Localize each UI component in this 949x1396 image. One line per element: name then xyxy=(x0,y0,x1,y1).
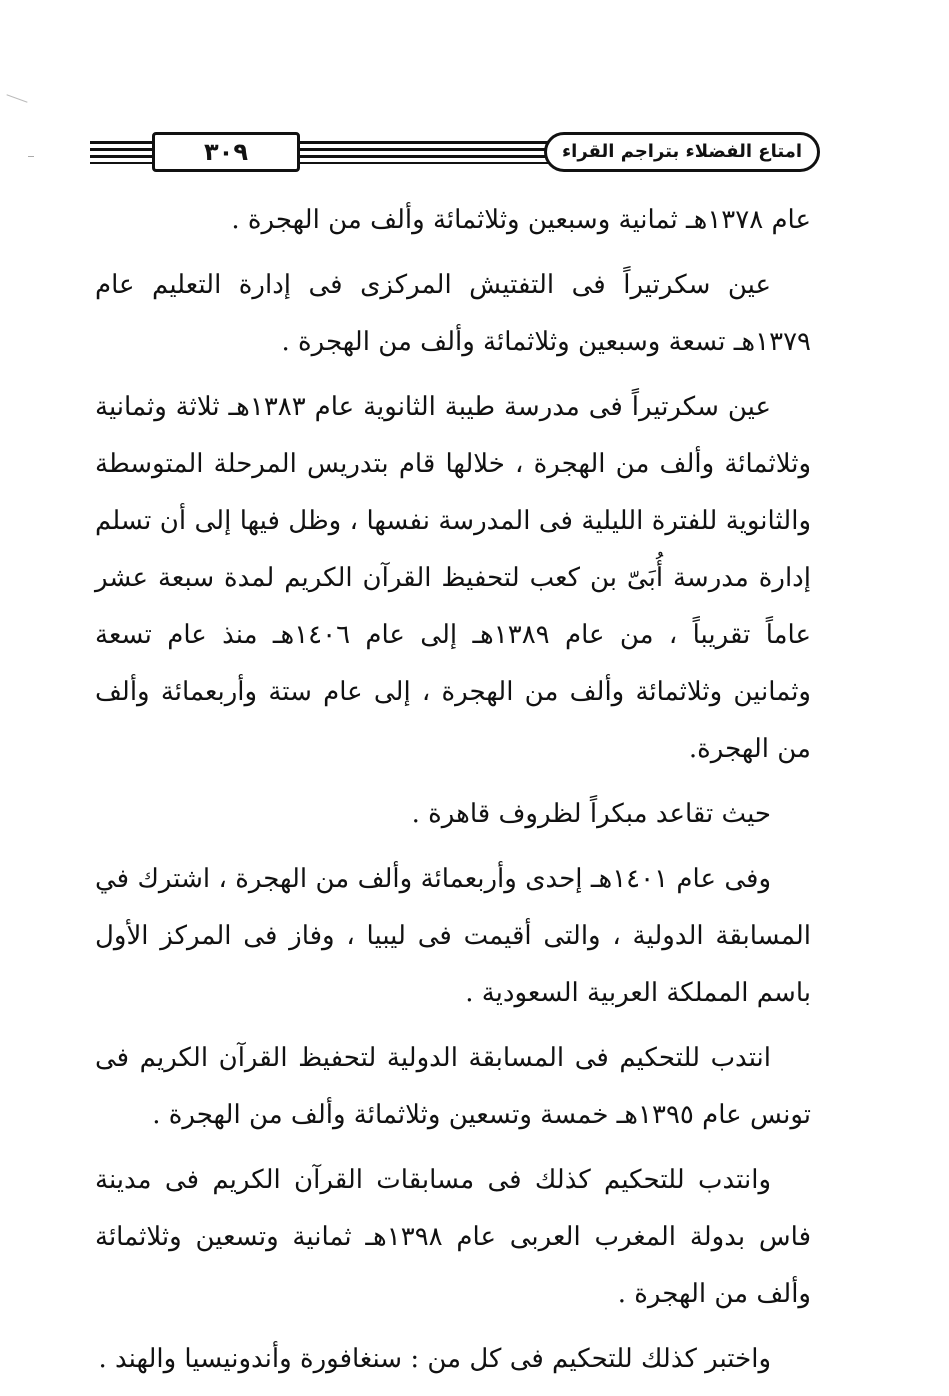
paragraph: حيث تقاعد مبكراً لظروف قاهرة . xyxy=(411,799,771,829)
paragraph: انتدب للتحكيم فى المسابقة الدولية لتحفيظ القرآن الكريم فى تونس عام ١٣٩٥هـ خمسة وتسعين وثلاثمائة وألف من الهجرة . xyxy=(95,1043,811,1130)
paragraph: عام ١٣٧٨هـ ثمانية وسبعين وثلاثمائة وألف من الهجرة . xyxy=(231,205,811,235)
body-text xyxy=(95,192,811,1396)
paragraph: عين سكرتيراً فى التفتيش المركزى فى إدارة التعليم عام ١٣٧٩هـ تسعة وسبعين وثلاثمائة وألف من الهجرة . xyxy=(95,270,811,357)
scan-speck xyxy=(6,94,27,102)
paragraph: وفى عام ١٤٠١هـ إحدى وأربعمائة وألف من الهجرة ، اشترك في المسابقة الدولية ، والتى أقيمت فى ليبيا ، وفاز فى المركز الأول باسم المملكة العربية السعودية . xyxy=(95,864,811,1008)
paragraph: واختبر كذلك للتحكيم فى كل من : سنغافورة وأندونيسيا والهند . xyxy=(98,1344,771,1374)
scan-speck xyxy=(28,156,34,157)
page-number: ٣٠٩ xyxy=(152,132,300,172)
paragraph: وانتدب للتحكيم كذلك فى مسابقات القرآن الكريم فى مدينة فاس بدولة المغرب العربى عام ١٣٩٨هـ ثمانية وتسعين وثلاثمائة وألف من الهجرة . xyxy=(95,1165,812,1309)
running-title: امتاع الفضلاء بتراجم القراء xyxy=(544,132,820,172)
paragraph: عين سكرتيراً فى مدرسة طيبة الثانوية عام ١٣٨٣هـ ثلاثة وثمانية وثلاثمائة وألف من الهجرة ، خلالها قام بتدريس المرحلة المتوسطة والثانوية للفترة الليلية فى المدرسة نفسها ، وظل فيها إلى أن تسلم إدارة مدرسة أُبَىّ بن كعب لتحفيظ القرآن الكريم لمدة سبعة عشر عاماً تقريباً ، من عام ١٣٨٩هـ إلى عام ١٤٠٦هـ منذ عام تسعة وثمانين وثلاثمائة وألف من الهجرة ، إلى عام ستة وأربعمائة وألف من الهجرة. xyxy=(95,392,811,764)
page-header xyxy=(90,132,820,172)
